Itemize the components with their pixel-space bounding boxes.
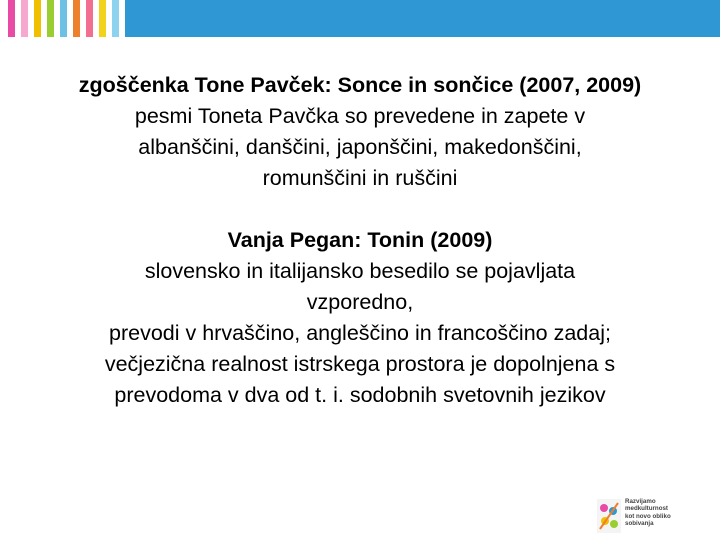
logo-line: sobivanja [625,520,654,528]
block-pavcek [30,70,690,194]
text-line: prevodoma v dva od t. i. sodobnih svetovnih jezikov [114,383,606,407]
stripe-salmon [86,0,93,37]
block-heading: Vanja Pegan: Tonin (2009) [227,228,493,252]
logo-line: Razvijamo [625,498,656,505]
text-line: slovensko in italijansko besedilo se pojavljata [144,259,576,283]
logo-icon [597,499,621,533]
header-color-stripes [0,0,720,37]
stripe-gold [99,0,106,37]
stripe-light-blue [60,0,67,37]
slide-content [30,70,690,411]
stripe-yellow [34,0,41,37]
text-line: vzporedno, [306,290,414,314]
stripe-light-pink [21,0,28,37]
logo-text [625,498,671,528]
text-line: albanščini, danščini, japonščini, makedonščini, [138,135,582,159]
block-heading: zgoščenka Tone Pavček: Sonce in sončice (2007, 2009) [78,73,642,97]
logo-line: kot novo obliko [625,512,671,520]
text-line: pesmi Toneta Pavčka so prevedene in zapete v [134,104,586,128]
text-line: romunščini in ruščini [262,166,458,190]
project-logo [597,497,697,535]
stripe-sky [112,0,119,37]
stripe-pink [8,0,15,37]
block-pegan [30,225,690,411]
stripe-green [47,0,54,37]
stripe-orange [73,0,80,37]
logo-line: medkulturnost [625,505,668,513]
header-blue-bar [125,0,720,37]
text-line: večjezična realnost istrskega prostora je dopolnjena s [104,352,616,376]
text-line: prevodi v hrvaščino, angleščino in francoščino zadaj; [109,321,611,345]
